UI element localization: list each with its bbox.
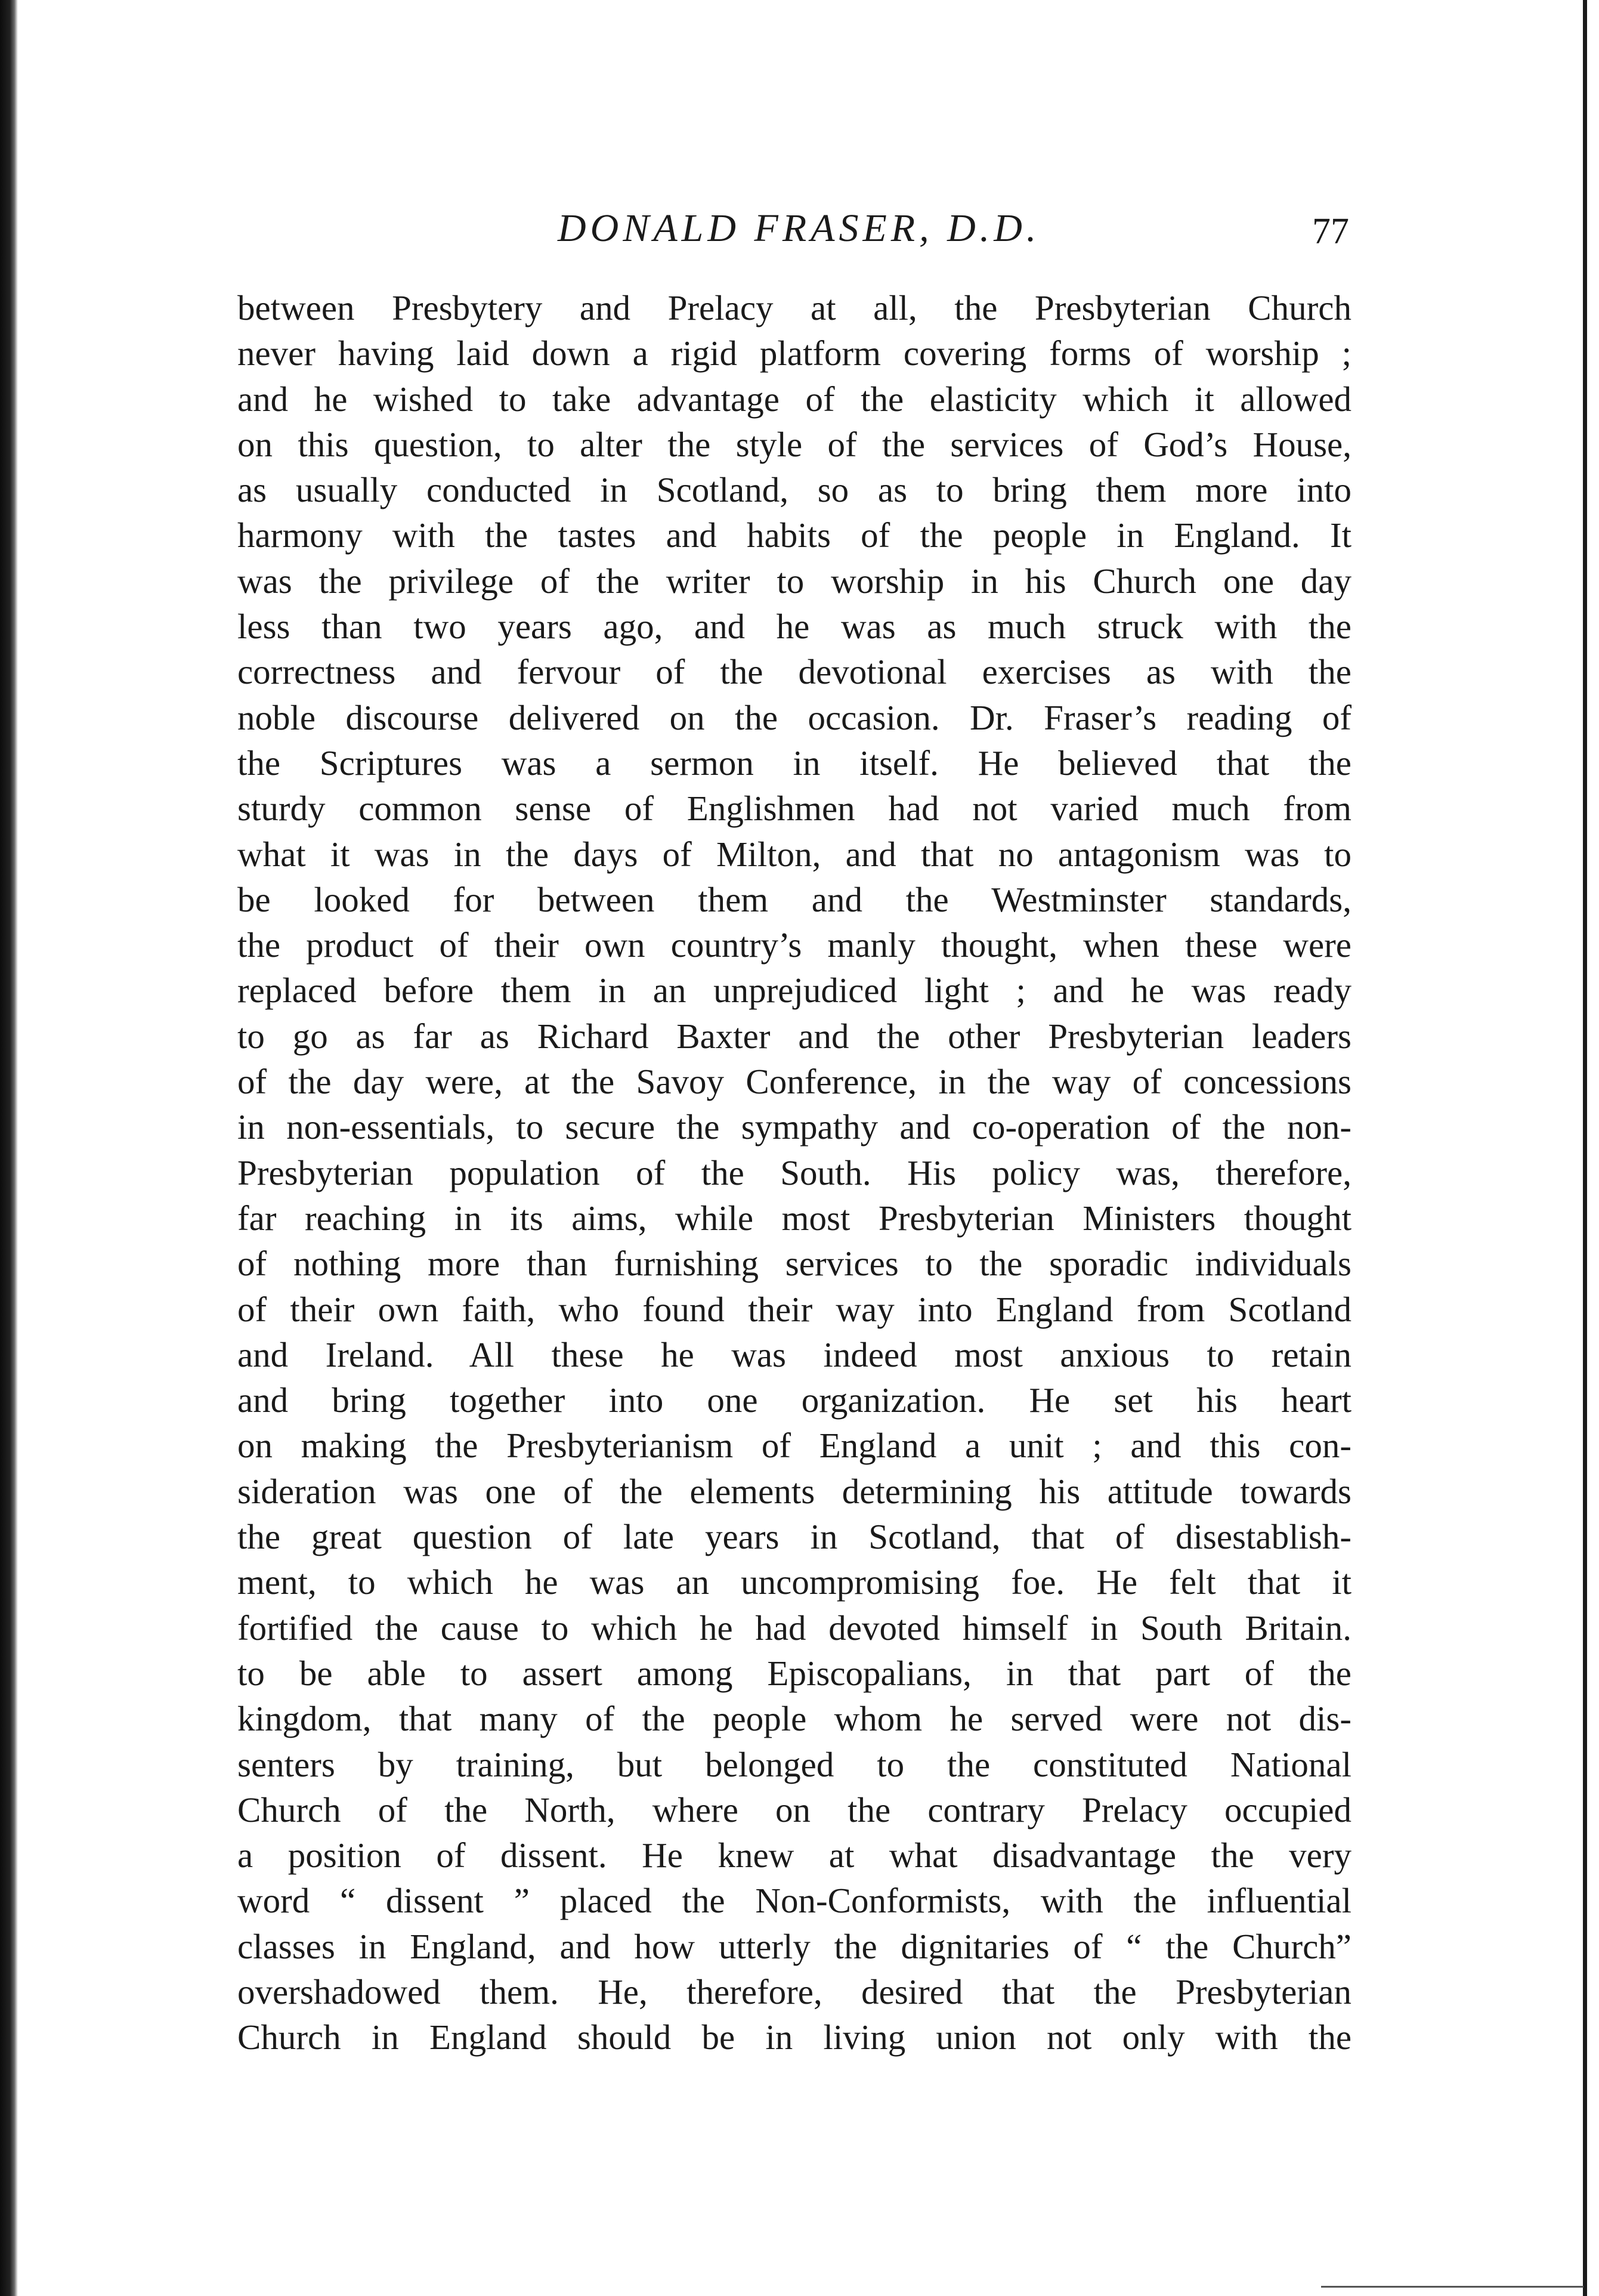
page-number: 77 (1312, 211, 1349, 252)
scan-edge-right (1583, 0, 1587, 2296)
page-header (0, 206, 1599, 254)
text-line: far reaching in its aims, while most Presbyterian Ministers thought (237, 1198, 1351, 1238)
body-text (237, 285, 1351, 2060)
text-line: was the privilege of the writer to worship in his Church one day (237, 561, 1351, 601)
text-line: in non-essentials, to secure the sympathy and co-operation of the non- (237, 1107, 1351, 1147)
scan-edge-left (0, 0, 18, 2296)
text-line: between Presbytery and Prelacy at all, the Presbyterian Church (237, 288, 1351, 327)
text-line: overshadowed them. He, therefore, desired that the Presbyterian (237, 1971, 1351, 2011)
text-line: and Ireland. All these he was indeed most anxious to retain (237, 1334, 1351, 1374)
text-line: word “ dissent ” placed the Non-Conformists, with the influential (237, 1881, 1351, 1921)
text-line: to be able to assert among Episcopalians, in that part of the (237, 1653, 1351, 1693)
text-line: and bring together into one organization. He set his heart (237, 1380, 1351, 1420)
text-line: Presbyterian population of the South. His policy was, therefore, (237, 1152, 1351, 1192)
text-line: kingdom, that many of the people whom he served were not dis- (237, 1699, 1351, 1739)
text-line: as usually conducted in Scotland, so as to bring them more into (237, 470, 1351, 510)
text-line: never having laid down a rigid platform covering forms of worship ; (237, 333, 1351, 373)
text-line: ment, to which he was an uncompromising foe. He felt that it (237, 1562, 1351, 1602)
text-line: and he wished to take advantage of the elasticity which it allowed (237, 379, 1351, 419)
text-line: classes in England, and how utterly the dignitaries of “ the Church” (237, 1926, 1351, 1966)
text-line: Church of the North, where on the contrary Prelacy occupied (237, 1790, 1351, 1830)
text-line: Church in England should be in living union not only with the (237, 2017, 1351, 2057)
text-line: the product of their own country’s manly thought, when these were (237, 925, 1351, 965)
text-line: harmony with the tastes and habits of the people in England. It (237, 515, 1351, 555)
text-line: be looked for between them and the Westminster standards, (237, 879, 1351, 919)
text-line: of nothing more than furnishing services to the sporadic individuals (237, 1244, 1351, 1284)
text-line: a position of dissent. He knew at what disadvantage the very (237, 1835, 1351, 1875)
running-title: DONALD FRASER, D.D. (558, 206, 1041, 250)
text-line: replaced before them in an unprejudiced light ; and he was ready (237, 971, 1351, 1011)
text-line: to go as far as Richard Baxter and the other Presbyterian leaders (237, 1016, 1351, 1056)
text-line: on making the Presbyterianism of England a unit ; and this con- (237, 1426, 1351, 1466)
bottom-rule (1321, 2286, 1583, 2288)
text-line: senters by training, but belonged to the constituted National (237, 1744, 1351, 1784)
text-line: of their own faith, who found their way into England from Scotland (237, 1289, 1351, 1329)
text-line: sturdy common sense of Englishmen had not varied much from (237, 789, 1351, 829)
text-line: what it was in the days of Milton, and that no antagonism was to (237, 834, 1351, 874)
text-line: the great question of late years in Scotland, that of disestablish- (237, 1517, 1351, 1557)
text-line: sideration was one of the elements determining his attitude towards (237, 1471, 1351, 1511)
text-line: on this question, to alter the style of the services of God’s House, (237, 424, 1351, 464)
text-line: less than two years ago, and he was as much struck with the (237, 607, 1351, 647)
text-line: noble discourse delivered on the occasion. Dr. Fraser’s reading of (237, 697, 1351, 737)
text-line: correctness and fervour of the devotional exercises as with the (237, 652, 1351, 692)
text-line: of the day were, at the Savoy Conference, in the way of concessions (237, 1062, 1351, 1102)
text-line: fortified the cause to which he had devoted himself in South Britain. (237, 1608, 1351, 1648)
text-line: the Scriptures was a sermon in itself. He believed that the (237, 743, 1351, 783)
